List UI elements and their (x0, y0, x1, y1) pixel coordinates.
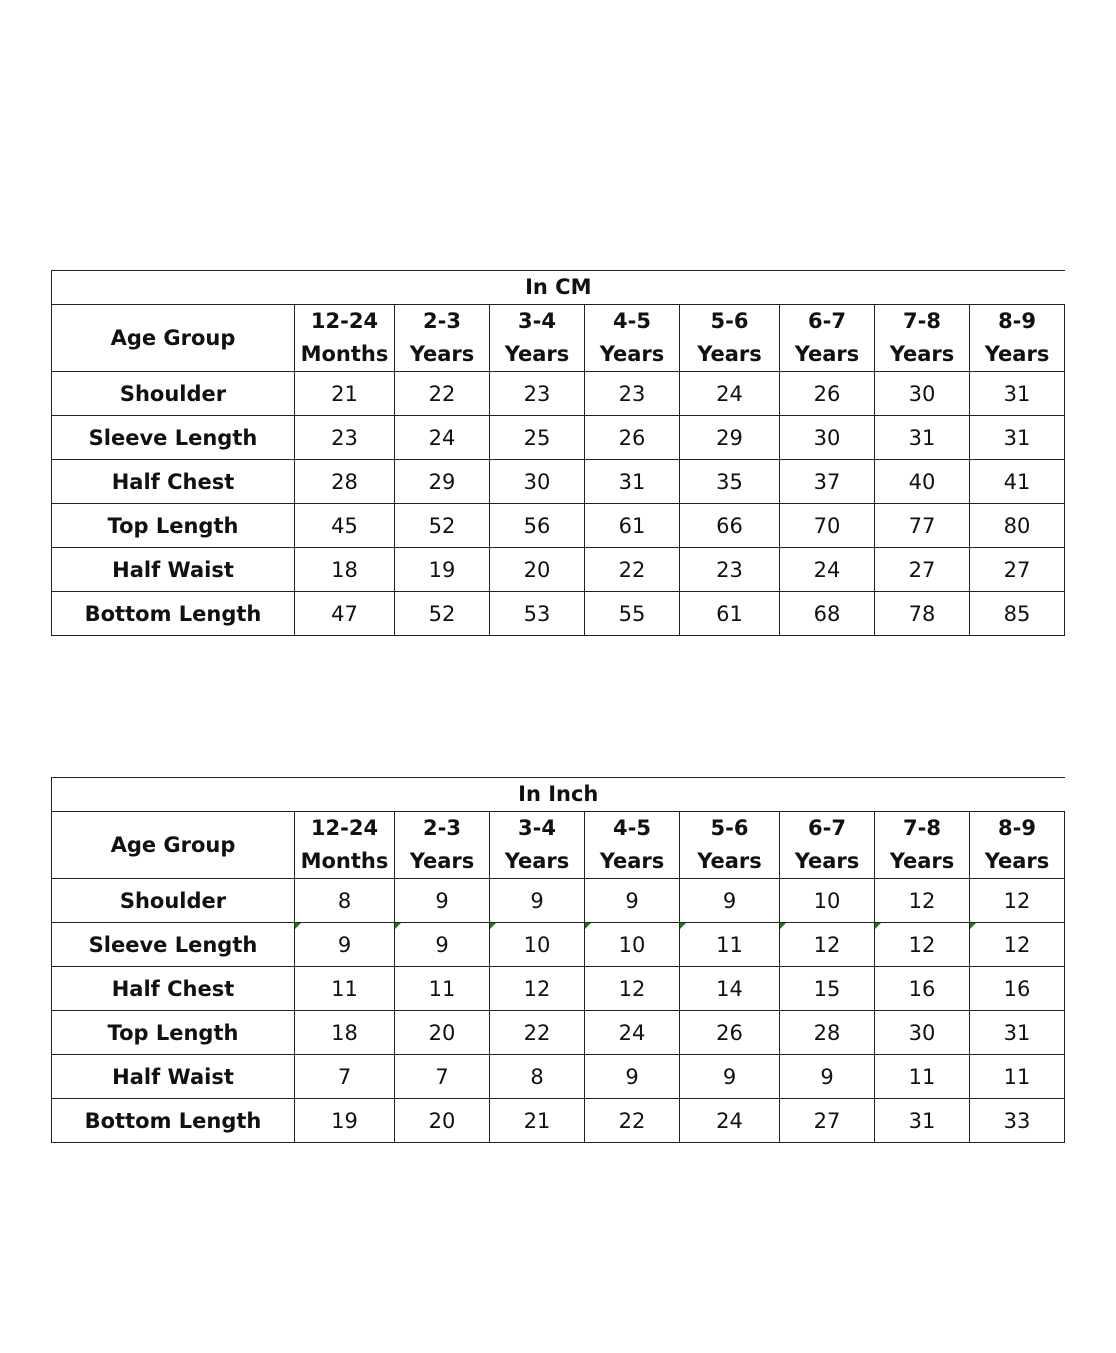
table-cell (585, 504, 680, 548)
table-cell (875, 504, 970, 548)
cell-value: 27 (813, 1108, 841, 1133)
table-cell (680, 504, 780, 548)
table-cell (970, 879, 1065, 923)
age-group-header: Age Group (52, 812, 295, 879)
cell-value: 22 (618, 557, 646, 582)
cell-value: 31 (1003, 381, 1031, 406)
column-header-unit: Years (504, 342, 570, 366)
table-cell (875, 592, 970, 636)
table-cell (875, 416, 970, 460)
cell-value: 24 (716, 1108, 743, 1133)
table-row (52, 967, 1065, 1011)
table-cell (395, 592, 490, 636)
table-cell (585, 460, 680, 504)
table-row (52, 548, 1065, 592)
cell-value: 26 (716, 1020, 743, 1045)
column-header-range: 3-4 (518, 309, 556, 333)
cell-value: 21 (331, 381, 358, 406)
table-cell (490, 416, 585, 460)
table-cell (490, 1055, 585, 1099)
column-header-range: 12-24 (310, 309, 379, 333)
cell-value: 15 (813, 976, 841, 1001)
column-header-unit: Years (697, 849, 762, 873)
table-cell (490, 592, 585, 636)
row-label: Half Chest (52, 967, 295, 1011)
cell-value: 68 (813, 601, 841, 626)
table-cell (780, 460, 875, 504)
table-cell (395, 1055, 490, 1099)
table-cell (585, 1055, 680, 1099)
cell-value: 80 (1003, 513, 1031, 538)
column-header-range: 8-9 (998, 816, 1036, 840)
column-header (490, 812, 585, 879)
cell-value: 11 (1003, 1064, 1031, 1089)
table-cell (395, 923, 490, 967)
row-label: Bottom Length (52, 1099, 295, 1143)
cell-value: 8 (337, 888, 352, 913)
comment-indicator-icon (780, 923, 786, 929)
table-cell (295, 372, 395, 416)
table-cell (395, 504, 490, 548)
cell-value: 28 (331, 469, 358, 494)
cell-value: 19 (331, 1108, 358, 1133)
table-cell (970, 548, 1065, 592)
cell-value: 25 (523, 425, 551, 450)
table-cell (585, 879, 680, 923)
cell-value: 19 (428, 557, 456, 582)
column-header (875, 812, 970, 879)
table-cell (875, 967, 970, 1011)
cell-value: 22 (523, 1020, 551, 1045)
column-header-range: 2-3 (423, 309, 461, 333)
cell-value: 35 (716, 469, 743, 494)
table-cell (780, 967, 875, 1011)
cell-value: 10 (523, 932, 551, 957)
table-cell (970, 372, 1065, 416)
column-header-range: 5-6 (710, 309, 749, 333)
table-cell (970, 967, 1065, 1011)
cell-value: 20 (428, 1020, 456, 1045)
table-cell (490, 879, 585, 923)
table-cell (680, 548, 780, 592)
column-header-unit: Years (409, 342, 475, 366)
cell-value: 77 (908, 513, 936, 538)
table-cell (680, 416, 780, 460)
column-header (680, 812, 780, 879)
row-label: Shoulder (52, 372, 295, 416)
table-cell (295, 1011, 395, 1055)
column-header (780, 305, 875, 372)
table-cell (680, 923, 780, 967)
cell-value: 31 (618, 469, 646, 494)
column-header (970, 305, 1065, 372)
table-row (52, 592, 1065, 636)
cell-value: 18 (331, 557, 358, 582)
cell-value: 41 (1003, 469, 1031, 494)
table-row (52, 1011, 1065, 1055)
comment-indicator-icon (395, 923, 401, 929)
column-header-range: 8-9 (998, 309, 1037, 333)
table-cell (490, 504, 585, 548)
column-header-unit: Years (599, 849, 665, 873)
table-cell (395, 372, 490, 416)
cell-value: 16 (908, 976, 936, 1001)
table-row (52, 923, 1065, 967)
cell-value: 12 (908, 888, 936, 913)
cell-value: 9 (435, 932, 449, 957)
table-cell (585, 372, 680, 416)
cell-value: 23 (716, 557, 743, 582)
table-cell (490, 967, 585, 1011)
column-header (780, 812, 875, 879)
table-row (52, 879, 1065, 923)
table-cell (680, 1011, 780, 1055)
table-cell (490, 548, 585, 592)
table-cell (585, 1011, 680, 1055)
column-header-unit: Years (889, 849, 955, 873)
column-header-range: 7-8 (903, 309, 941, 333)
row-label: Half Waist (52, 548, 295, 592)
table-cell (875, 548, 970, 592)
table-cell (780, 548, 875, 592)
cell-value: 11 (428, 976, 456, 1001)
cell-value: 33 (1003, 1108, 1031, 1133)
cell-value: 30 (813, 425, 841, 450)
table-cell (585, 923, 680, 967)
cell-value: 16 (1003, 976, 1031, 1001)
cell-value: 37 (813, 469, 841, 494)
table-row (52, 460, 1065, 504)
table-cell (780, 1011, 875, 1055)
cell-value: 24 (428, 425, 456, 450)
table-cell (585, 967, 680, 1011)
table-cell (680, 879, 780, 923)
table-row (52, 1055, 1065, 1099)
table-cell (970, 1011, 1065, 1055)
row-label: Sleeve Length (52, 923, 295, 967)
cell-value: 24 (618, 1020, 646, 1045)
row-label: Top Length (52, 1011, 295, 1055)
column-header-unit: Years (409, 849, 475, 873)
cell-value: 61 (716, 601, 743, 626)
table-cell (295, 592, 395, 636)
cell-value: 31 (1003, 1020, 1031, 1045)
column-header (395, 812, 490, 879)
table-cell (295, 967, 395, 1011)
column-header (680, 305, 780, 372)
column-header (875, 305, 970, 372)
cell-value: 24 (813, 557, 841, 582)
cell-value: 52 (428, 513, 456, 538)
cell-value: 7 (435, 1064, 449, 1089)
cell-value: 27 (908, 557, 936, 582)
column-header-unit: Years (984, 849, 1050, 873)
table-cell (875, 1055, 970, 1099)
size-table-cm (51, 270, 1065, 636)
table-cell (875, 460, 970, 504)
cell-value: 9 (722, 888, 737, 913)
cell-value: 12 (813, 932, 841, 957)
table-cell (295, 923, 395, 967)
column-header-range: 12-24 (310, 816, 379, 840)
table-cell (970, 923, 1065, 967)
cell-value: 14 (716, 976, 743, 1001)
cell-value: 78 (908, 601, 936, 626)
cell-value: 45 (331, 513, 358, 538)
cell-value: 21 (523, 1108, 551, 1133)
column-header (585, 305, 680, 372)
table-cell (970, 504, 1065, 548)
cell-value: 52 (428, 601, 456, 626)
column-header (395, 305, 490, 372)
table-cell (875, 879, 970, 923)
cell-value: 26 (813, 381, 841, 406)
cell-value: 9 (820, 1064, 834, 1089)
row-label: Half Chest (52, 460, 295, 504)
table-title: In Inch (52, 778, 1065, 812)
cell-value: 56 (523, 513, 551, 538)
table-cell (875, 1011, 970, 1055)
cell-value: 11 (716, 932, 743, 957)
cell-value: 23 (523, 381, 551, 406)
column-header-unit: Years (697, 342, 762, 366)
table-cell (295, 416, 395, 460)
column-header-range: 5-6 (710, 816, 749, 840)
column-header (295, 812, 395, 879)
column-header-range: 2-3 (423, 816, 461, 840)
cell-value: 30 (908, 1020, 936, 1045)
table-cell (970, 416, 1065, 460)
cell-value: 31 (908, 1108, 936, 1133)
cell-value: 11 (908, 1064, 936, 1089)
comment-indicator-icon (970, 923, 976, 929)
table-cell (395, 1099, 490, 1143)
cell-value: 31 (1003, 425, 1031, 450)
cell-value: 9 (337, 932, 352, 957)
table-cell (780, 1099, 875, 1143)
column-header-unit: Months (300, 849, 389, 873)
cell-value: 55 (618, 601, 646, 626)
column-header-range: 3-4 (518, 816, 556, 840)
cell-value: 40 (908, 469, 936, 494)
table-cell (395, 548, 490, 592)
comment-indicator-icon (875, 923, 881, 929)
cell-value: 20 (523, 557, 551, 582)
row-label: Half Waist (52, 1055, 295, 1099)
table-row (52, 504, 1065, 548)
row-label: Shoulder (52, 879, 295, 923)
column-header-unit: Years (889, 342, 955, 366)
column-header (490, 305, 585, 372)
cell-value: 29 (428, 469, 456, 494)
column-header-range: 4-5 (613, 816, 651, 840)
cell-value: 23 (618, 381, 646, 406)
cell-value: 9 (722, 1064, 737, 1089)
cell-value: 70 (813, 513, 841, 538)
cell-value: 12 (908, 932, 936, 957)
row-label: Top Length (52, 504, 295, 548)
cell-value: 47 (331, 601, 358, 626)
cell-value: 22 (618, 1108, 646, 1133)
table-cell (295, 504, 395, 548)
table-cell (490, 1099, 585, 1143)
cell-value: 61 (618, 513, 646, 538)
table-cell (295, 1055, 395, 1099)
cell-value: 53 (523, 601, 551, 626)
cell-value: 12 (1003, 932, 1031, 957)
table-row (52, 372, 1065, 416)
table-cell (875, 372, 970, 416)
table-cell (490, 923, 585, 967)
comment-indicator-icon (490, 923, 496, 929)
cell-value: 24 (716, 381, 743, 406)
table-cell (490, 460, 585, 504)
table-cell (585, 592, 680, 636)
cell-value: 12 (1003, 888, 1031, 913)
cell-value: 22 (428, 381, 456, 406)
table-cell (970, 1055, 1065, 1099)
column-header-range: 6-7 (808, 309, 846, 333)
column-header-unit: Years (794, 849, 860, 873)
table-cell (395, 1011, 490, 1055)
table-cell (970, 1099, 1065, 1143)
cell-value: 29 (716, 425, 743, 450)
table-cell (585, 1099, 680, 1143)
comment-indicator-icon (585, 923, 591, 929)
table-cell (680, 460, 780, 504)
column-header-range: 7-8 (903, 816, 941, 840)
table-row (52, 1099, 1065, 1143)
table-cell (490, 1011, 585, 1055)
cell-value: 10 (813, 888, 841, 913)
table-title: In CM (52, 271, 1065, 305)
cell-value: 9 (530, 888, 544, 913)
table-cell (970, 592, 1065, 636)
age-group-header: Age Group (52, 305, 295, 372)
cell-value: 20 (428, 1108, 456, 1133)
cell-value: 26 (618, 425, 646, 450)
cell-value: 30 (908, 381, 936, 406)
table-cell (875, 1099, 970, 1143)
table-cell (295, 1099, 395, 1143)
column-header-unit: Years (794, 342, 860, 366)
cell-value: 8 (530, 1064, 544, 1089)
table-row (52, 416, 1065, 460)
cell-value: 12 (523, 976, 551, 1001)
cell-value: 12 (618, 976, 646, 1001)
table-cell (295, 879, 395, 923)
cell-value: 7 (337, 1064, 352, 1089)
cell-value: 23 (331, 425, 358, 450)
table-cell (295, 548, 395, 592)
table-cell (780, 592, 875, 636)
table-cell (680, 592, 780, 636)
table-cell (780, 1055, 875, 1099)
cell-value: 10 (618, 932, 646, 957)
table-cell (680, 1099, 780, 1143)
column-header (970, 812, 1065, 879)
column-header (585, 812, 680, 879)
cell-value: 27 (1003, 557, 1031, 582)
table-cell (875, 923, 970, 967)
table-cell (585, 548, 680, 592)
table-cell (680, 372, 780, 416)
table-cell (395, 460, 490, 504)
cell-value: 18 (331, 1020, 358, 1045)
column-header-range: 4-5 (613, 309, 651, 333)
comment-indicator-icon (680, 923, 686, 929)
comment-indicator-icon (295, 923, 301, 929)
table-cell (680, 1055, 780, 1099)
table-cell (295, 460, 395, 504)
cell-value: 85 (1003, 601, 1031, 626)
table-cell (585, 416, 680, 460)
row-label: Bottom Length (52, 592, 295, 636)
cell-value: 9 (625, 1064, 639, 1089)
table-cell (395, 967, 490, 1011)
cell-value: 9 (435, 888, 449, 913)
table-cell (490, 372, 585, 416)
table-cell (395, 416, 490, 460)
table-cell (780, 504, 875, 548)
table-cell (780, 416, 875, 460)
size-table-inch (51, 777, 1065, 1143)
row-label: Sleeve Length (52, 416, 295, 460)
column-header (295, 305, 395, 372)
column-header-unit: Years (599, 342, 665, 366)
cell-value: 9 (625, 888, 639, 913)
table-cell (780, 879, 875, 923)
table-cell (680, 967, 780, 1011)
cell-value: 66 (716, 513, 743, 538)
table-cell (395, 879, 490, 923)
column-header-unit: Months (300, 342, 389, 366)
cell-value: 28 (813, 1020, 841, 1045)
cell-value: 11 (331, 976, 358, 1001)
column-header-unit: Years (984, 342, 1050, 366)
table-cell (970, 460, 1065, 504)
cell-value: 31 (908, 425, 936, 450)
column-header-range: 6-7 (808, 816, 846, 840)
table-cell (780, 923, 875, 967)
table-cell (780, 372, 875, 416)
cell-value: 30 (523, 469, 551, 494)
column-header-unit: Years (504, 849, 570, 873)
